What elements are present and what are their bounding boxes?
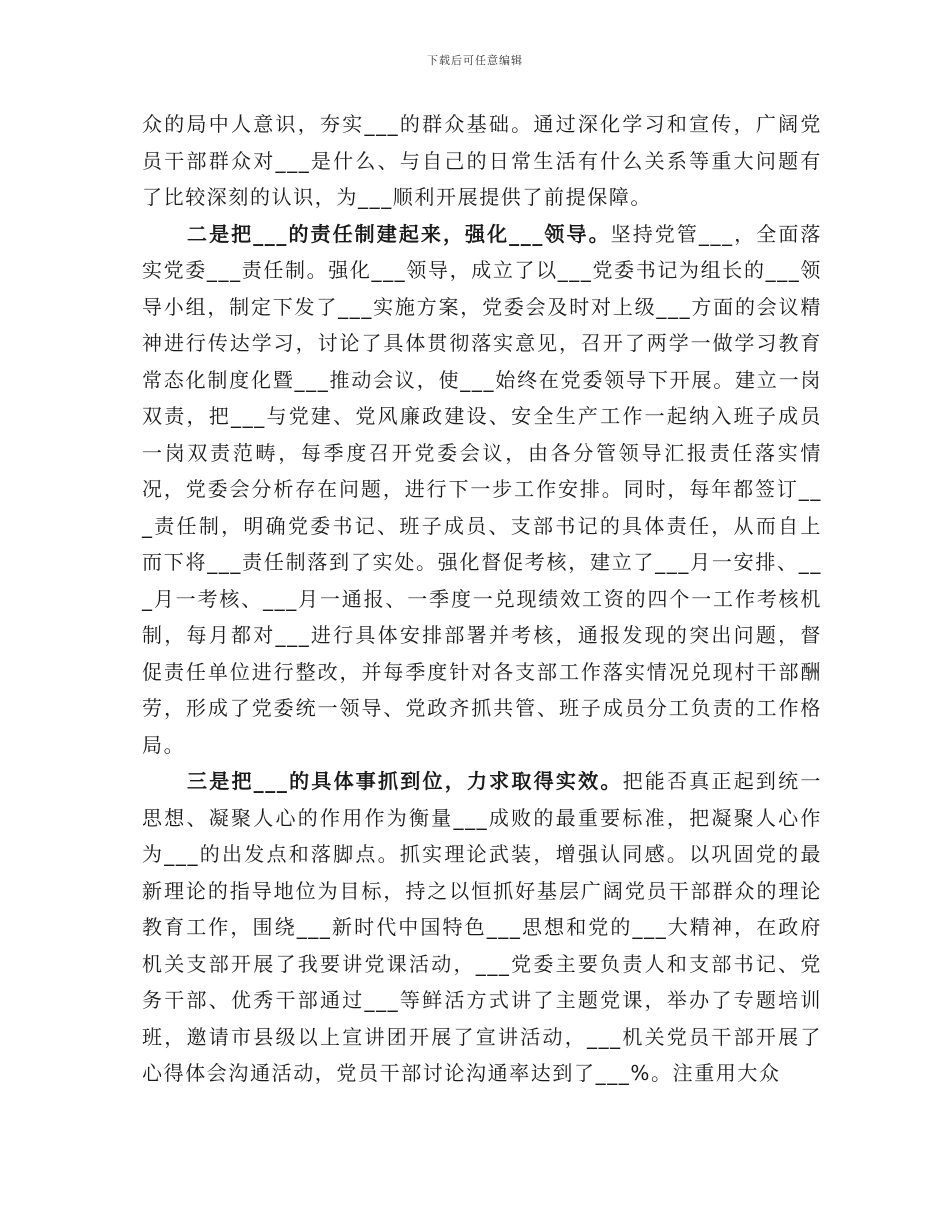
paragraph-2 xyxy=(142,216,822,764)
page-header: 下载后可任意编辑 xyxy=(427,54,523,67)
document-body xyxy=(142,106,822,1092)
paragraph-3 xyxy=(142,763,822,1092)
paragraph-3-text: 把能否真正起到统一思想、凝聚人心的作用作为衡量___成败的最重要标准，把凝聚人心作为___的出发点和落脚点。抓实理论武装，增强认同感。以巩固党的最新理论的指导地位为目标，持之以恒抓好基层广阔党员干部群众的理论教育工作，围绕___新时代中国特色___思想和党的___大精神，在政府机关支部开展了我要讲党课活动，___党委主要负责人和支部书记、党务干部、优秀干部通过___等鲜活方式讲了主题党课，举办了专题培训班，邀请市县级以上宣讲团开展了宣讲活动，___机关党员干部开展了心得体会沟通活动，党员干部讨论沟通率达到了___%。注重用大众 xyxy=(142,769,822,1085)
paragraph-1 xyxy=(142,106,822,216)
paragraph-2-heading: 二是把___的责任制建起来，强化___领导。 xyxy=(187,221,611,246)
paragraph-3-heading: 三是把___的具体事抓到位，力求取得实效。 xyxy=(187,769,623,793)
paragraph-2-text: 坚持党管___，全面落实党委___责任制。强化___领导，成立了以___党委书记为组长的___领导小组，制定下发了___实施方案，党委会及时对上级___方面的会议精神进行传达学习，讨论了具体贯彻落实意见，召开了两学一做学习教育常态化制度化暨___推动会议，使___始终在党委领导下开展。建立一岗双责，把___与党建、党风廉政建设、安全生产工作一起纳入班子成员一岗双责范畴，每季度召开党委会议，由各分管领导汇报责任落实情况，党委会分析存在问题，进行下一步工作安排。同时，每年都签订___责任制，明确党委书记、班子成员、支部书记的具体责任，从而自上而下将___责任制落到了实处。强化督促考核，建立了___月一安排、___月一考核、___月一通报、一季度一兑现绩效工资的四个一工作考核机制，每月都对___进行具体安排部署并考核，通报发现的突出问题，督促责任单位进行整改，并每季度针对各支部工作落实情况兑现村干部酬劳，形成了党委统一领导、党政齐抓共管、班子成员分工负责的工作格局。 xyxy=(142,221,822,757)
paragraph-1-text: 众的局中人意识，夯实___的群众基础。通过深化学习和宣传，广阔党员干部群众对___是什么、与自己的日常生活有什么关系等重大问题有了比较深刻的认识，为___顺利开展提供了前提保障。 xyxy=(142,112,822,209)
